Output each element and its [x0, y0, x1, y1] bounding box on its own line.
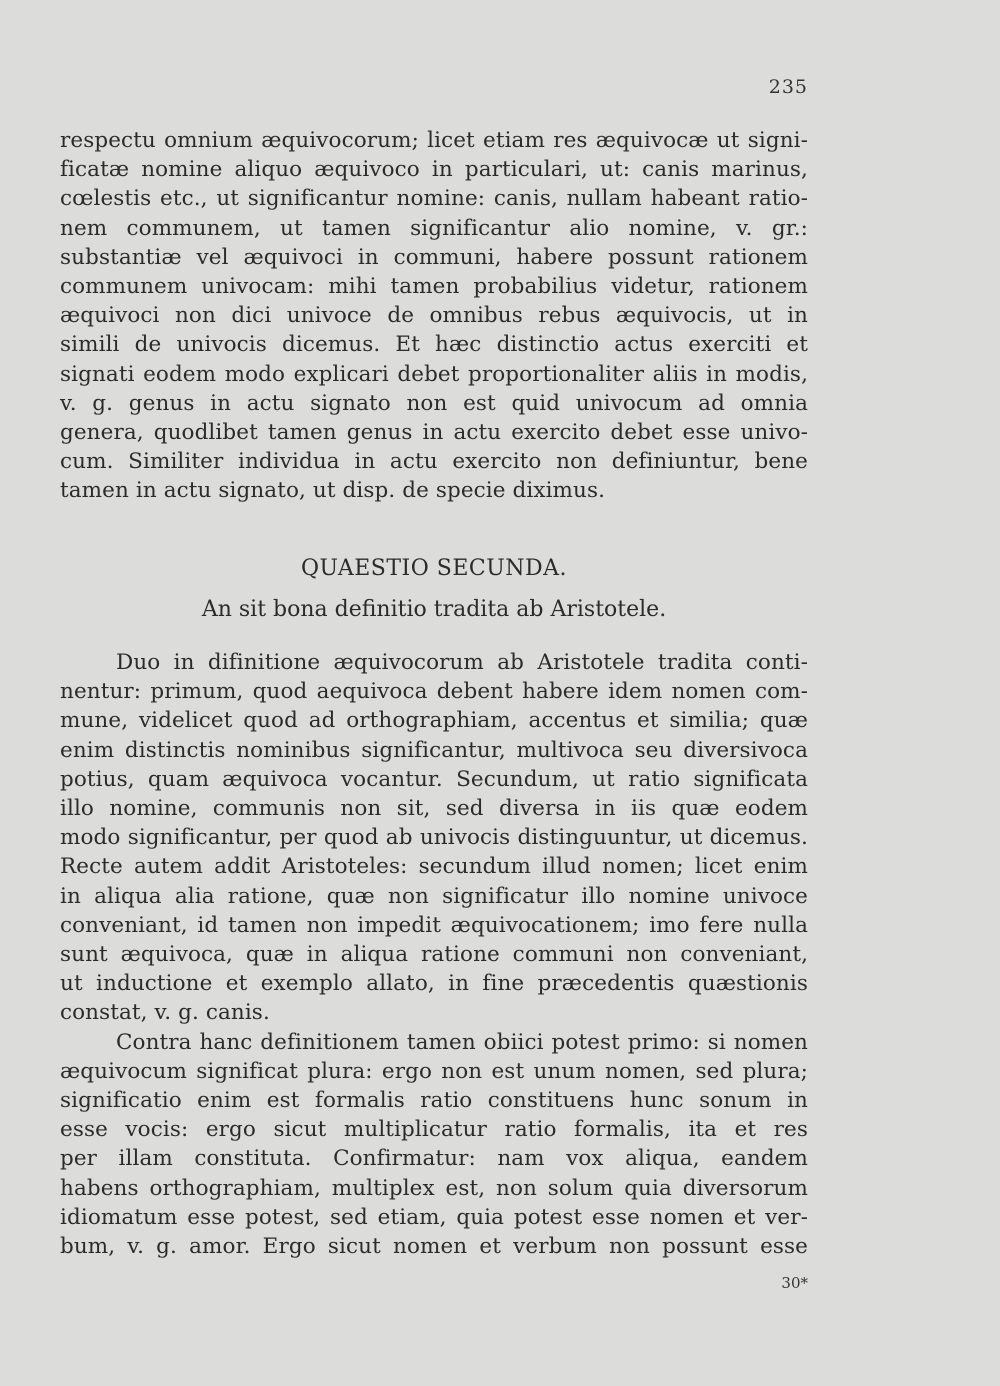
text-line: illo nomine, communis non sit, sed diversa in iis quæ eodem — [60, 796, 808, 822]
text-line: esse vocis: ergo sicut multiplicatur ratio formalis, ita et res — [60, 1117, 808, 1143]
text-line: idiomatum esse potest, sed etiam, quia potest esse nomen et ver- — [60, 1204, 808, 1230]
text-line: ficatæ nomine aliquo æquivoco in particulari, ut: canis marinus, — [60, 157, 808, 183]
text-line: respectu omnium æquivocorum; licet etiam res æquivocæ ut signi- — [60, 128, 808, 153]
text-line: communem univocam: mihi tamen probabilius videtur, rationem — [60, 274, 808, 300]
text-line: enim distinctis nominibus significantur, multivoca seu diversivoca — [60, 737, 808, 763]
body-text — [60, 648, 808, 1261]
text-line: æquivocum significat plura: ergo non est unum nomen, sed plura; — [60, 1058, 808, 1084]
text-line: habens orthographiam, multiplex est, non solum quia diversorum — [60, 1175, 808, 1201]
page-number: 235 — [768, 76, 808, 98]
text-line: modo significantur, per quod ab univocis distinguuntur, ut dicemus. — [60, 825, 808, 851]
text-line: nentur: primum, quod aequivoca debent habere idem nomen com- — [60, 679, 808, 705]
text-line: per illam constituta. Confirmatur: nam vox aliqua, eandem — [60, 1146, 808, 1172]
paragraph-continuation — [60, 126, 808, 506]
text-line: Recte autem addit Aristoteles: secundum illud nomen; licet enim — [60, 854, 808, 880]
text-line: nem communem, ut tamen significantur alio nomine, v. gr.: — [60, 215, 808, 241]
signature-mark: 30* — [781, 1274, 808, 1292]
text-line: simili de univocis dicemus. Et hæc distinctio actus exerciti et — [60, 332, 808, 358]
text-line: substantiæ vel æquivoci in communi, habere possunt rationem — [60, 244, 808, 270]
section-heading: QUAESTIO SECUNDA. — [300, 556, 568, 581]
text-line: in aliqua alia ratione, quæ non significatur illo nomine univoce — [60, 883, 808, 909]
text-line: cum. Similiter individua in actu exercito non definiuntur, bene — [60, 449, 808, 475]
text-line: v. g. genus in actu signato non est quid univocum ad omnia — [60, 390, 808, 416]
text-line: conveniant, id tamen non impedit æquivocationem; imo fere nulla — [60, 912, 808, 938]
section-subheading: An sit bona definitio tradita ab Aristotele. — [201, 597, 667, 622]
text-line: tamen in actu signato, ut disp. de specie diximus. — [60, 478, 606, 504]
text-line: signati eodem modo explicari debet proportionaliter aliis in modis, — [60, 361, 808, 387]
text-line: Duo in difinitione æquivocorum ab Aristotele tradita conti- — [116, 650, 808, 675]
text-line: bum, v. g. amor. Ergo sicut nomen et verbum non possunt esse — [60, 1234, 808, 1260]
text-line: potius, quam æquivoca vocantur. Secundum, ut ratio significata — [60, 766, 808, 792]
text-line: Contra hanc definitionem tamen obiici potest primo: si nomen — [116, 1029, 808, 1055]
text-line: constat, v. g. canis. — [60, 1000, 270, 1026]
text-line: genera, quodlibet tamen genus in actu exercito debet esse univo- — [60, 420, 808, 446]
text-line: ut inductione et exemplo allato, in fine præcedentis quæstionis — [60, 971, 808, 997]
text-line: significatio enim est formalis ratio constituens hunc sonum in — [60, 1088, 808, 1114]
text-line: æquivoci non dici univoce de omnibus rebus æquivocis, ut in — [60, 303, 808, 329]
text-line: cœlestis etc., ut significantur nomine: canis, nullam habeant ratio- — [60, 186, 808, 212]
text-line: mune, videlicet quod ad orthographiam, accentus et similia; quæ — [60, 708, 808, 734]
text-line: sunt æquivoca, quæ in aliqua ratione communi non conveniant, — [60, 942, 808, 968]
